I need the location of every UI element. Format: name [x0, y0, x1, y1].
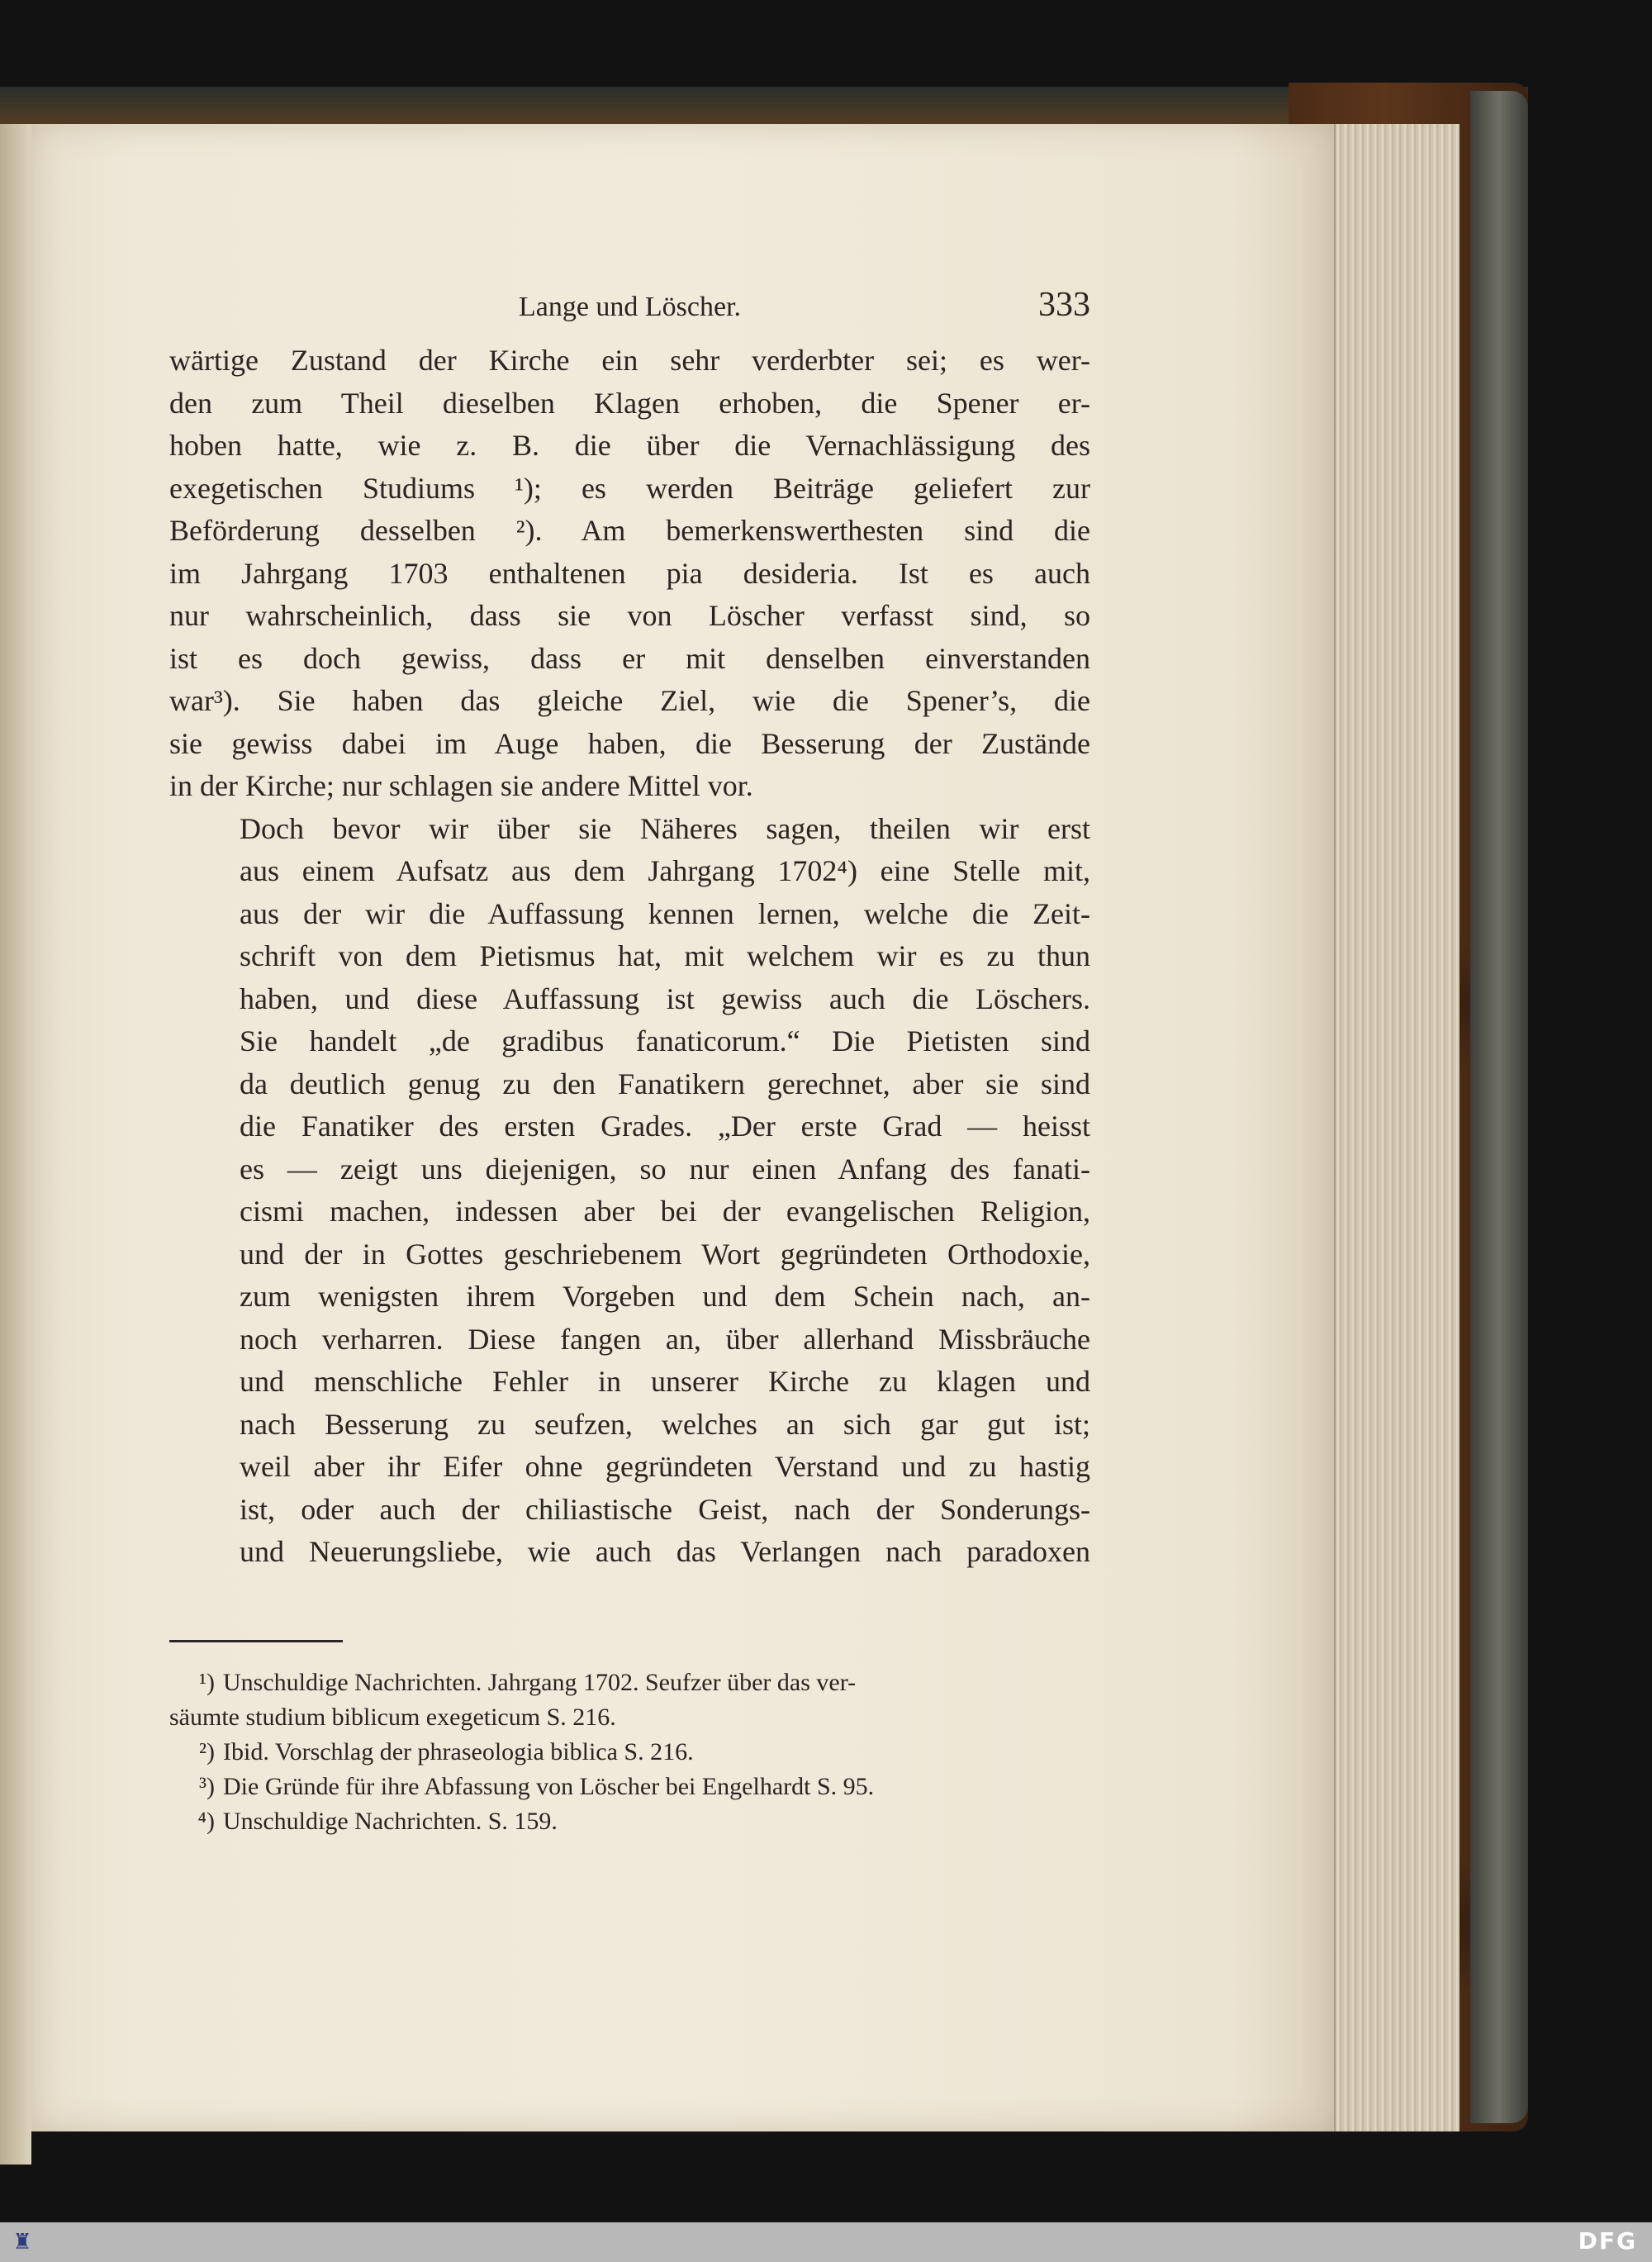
dfg-logo: DFG [1578, 2227, 1637, 2255]
footnote-mark: ⁴) [197, 1807, 215, 1835]
text-line: im Jahrgang 1703 enthaltenen pia desideria. Ist es auch [169, 556, 1090, 590]
running-head-title: Lange und Löscher. [518, 292, 742, 322]
text-line: in der Kirche; nur schlagen sie andere Mittel vor. [169, 769, 753, 802]
text-line: hoben hatte, wie z. B. die über die Vernachlässigung des [169, 429, 1090, 462]
footnote [169, 1804, 1090, 1839]
library-logo-icon: ♜ [12, 2230, 32, 2255]
text-line: aus der wir die Auffassung kennen lernen, welche die Zeit- [240, 896, 1090, 930]
text-line: und der in Gottes geschriebenem Wort gegründeten Orthodoxie, [240, 1237, 1090, 1271]
page-text-area [169, 285, 1090, 1839]
footnote [169, 1770, 1090, 1804]
running-head [169, 285, 1090, 335]
text-line: sie gewiss dabei im Auge haben, die Besserung der Zustände [169, 726, 1090, 760]
text-line: Doch bevor wir über sie Näheres sagen, theilen wir erst [240, 811, 1090, 845]
footnote-continuation: säumte studium biblicum exegeticum S. 216. [169, 1703, 616, 1731]
text-line: noch verharren. Diese fangen an, über allerhand Missbräuche [240, 1322, 1090, 1356]
text-line: cismi machen, indessen aber bei der evangelischen Religion, [240, 1195, 1090, 1228]
text-line: schrift von dem Pietismus hat, mit welchem wir es zu thun [240, 939, 1090, 972]
paragraph [169, 340, 1090, 808]
body-text [169, 340, 1090, 1574]
text-line: weil aber ihr Eifer ohne gegründeten Verstand und zu hastig [240, 1450, 1090, 1483]
footnotes [169, 1666, 1090, 1839]
text-line: da deutlich genug zu den Fanatikern gerechnet, aber sie sind [240, 1067, 1090, 1100]
text-line: nach Besserung zu seufzen, welches an sich gar gut ist; [240, 1407, 1090, 1441]
footnote-rule [169, 1640, 343, 1642]
text-line: Sie handelt „de gradibus fanaticorum.“ Die Pietisten sind [240, 1024, 1090, 1057]
text-line: es — zeigt uns diejenigen, so nur einen Anfang des fanati- [240, 1152, 1090, 1186]
footnote-text: Unschuldige Nachrichten. S. 159. [223, 1807, 558, 1835]
text-line: nur wahrscheinlich, dass sie von Löscher verfasst sind, so [169, 599, 1090, 632]
text-line: den zum Theil dieselben Klagen erhoben, die Spener er- [169, 386, 1090, 420]
paragraph [169, 808, 1090, 1574]
footnote-text: Unschuldige Nachrichten. Jahrgang 1702. Seufzer über das ver- [223, 1668, 857, 1696]
text-line: zum wenigsten ihrem Vorgeben und dem Schein nach, an- [240, 1280, 1090, 1313]
text-line: und Neuerungsliebe, wie auch das Verlangen nach paradoxen [240, 1535, 1090, 1568]
viewer-bottom-bar [0, 2222, 1652, 2262]
footnote-mark: ³) [199, 1772, 215, 1800]
left-page-edge [0, 124, 31, 2165]
page-block-edges [1334, 124, 1460, 2131]
text-line: exegetischen Studiums ¹); es werden Beiträge geliefert zur [169, 471, 1090, 505]
text-line: haben, und diese Auffassung ist gewiss auch die Löschers. [240, 981, 1090, 1015]
footnote-text: Ibid. Vorschlag der phraseologia biblica S. 216. [223, 1737, 694, 1765]
footnote-mark: ²) [199, 1737, 215, 1765]
footnote [169, 1666, 1090, 1700]
footnote-text: Die Gründe für ihre Abfassung von Löscher bei Engelhardt S. 95. [223, 1772, 875, 1800]
text-line: Beförderung desselben ²). Am bemerkenswerthesten sind die [169, 514, 1090, 547]
footnote [169, 1735, 1090, 1770]
text-line: wärtige Zustand der Kirche ein sehr verderbter sei; es wer- [169, 344, 1090, 377]
page-number: 333 [1038, 286, 1090, 324]
text-line: war³). Sie haben das gleiche Ziel, wie die Spener’s, die [169, 684, 1090, 717]
text-line: ist, oder auch der chiliastische Geist, nach der Sonderungs- [240, 1492, 1090, 1526]
footnote-mark: ¹) [199, 1668, 215, 1696]
text-line: aus einem Aufsatz aus dem Jahrgang 1702⁴) eine Stelle mit, [240, 854, 1090, 887]
book-cover-edge [1470, 91, 1528, 2123]
text-line: und menschliche Fehler in unserer Kirche zu klagen und [240, 1365, 1090, 1398]
text-line: ist es doch gewiss, dass er mit denselben einverstanden [169, 641, 1090, 675]
text-line: die Fanatiker des ersten Grades. „Der erste Grad — heisst [240, 1110, 1090, 1143]
